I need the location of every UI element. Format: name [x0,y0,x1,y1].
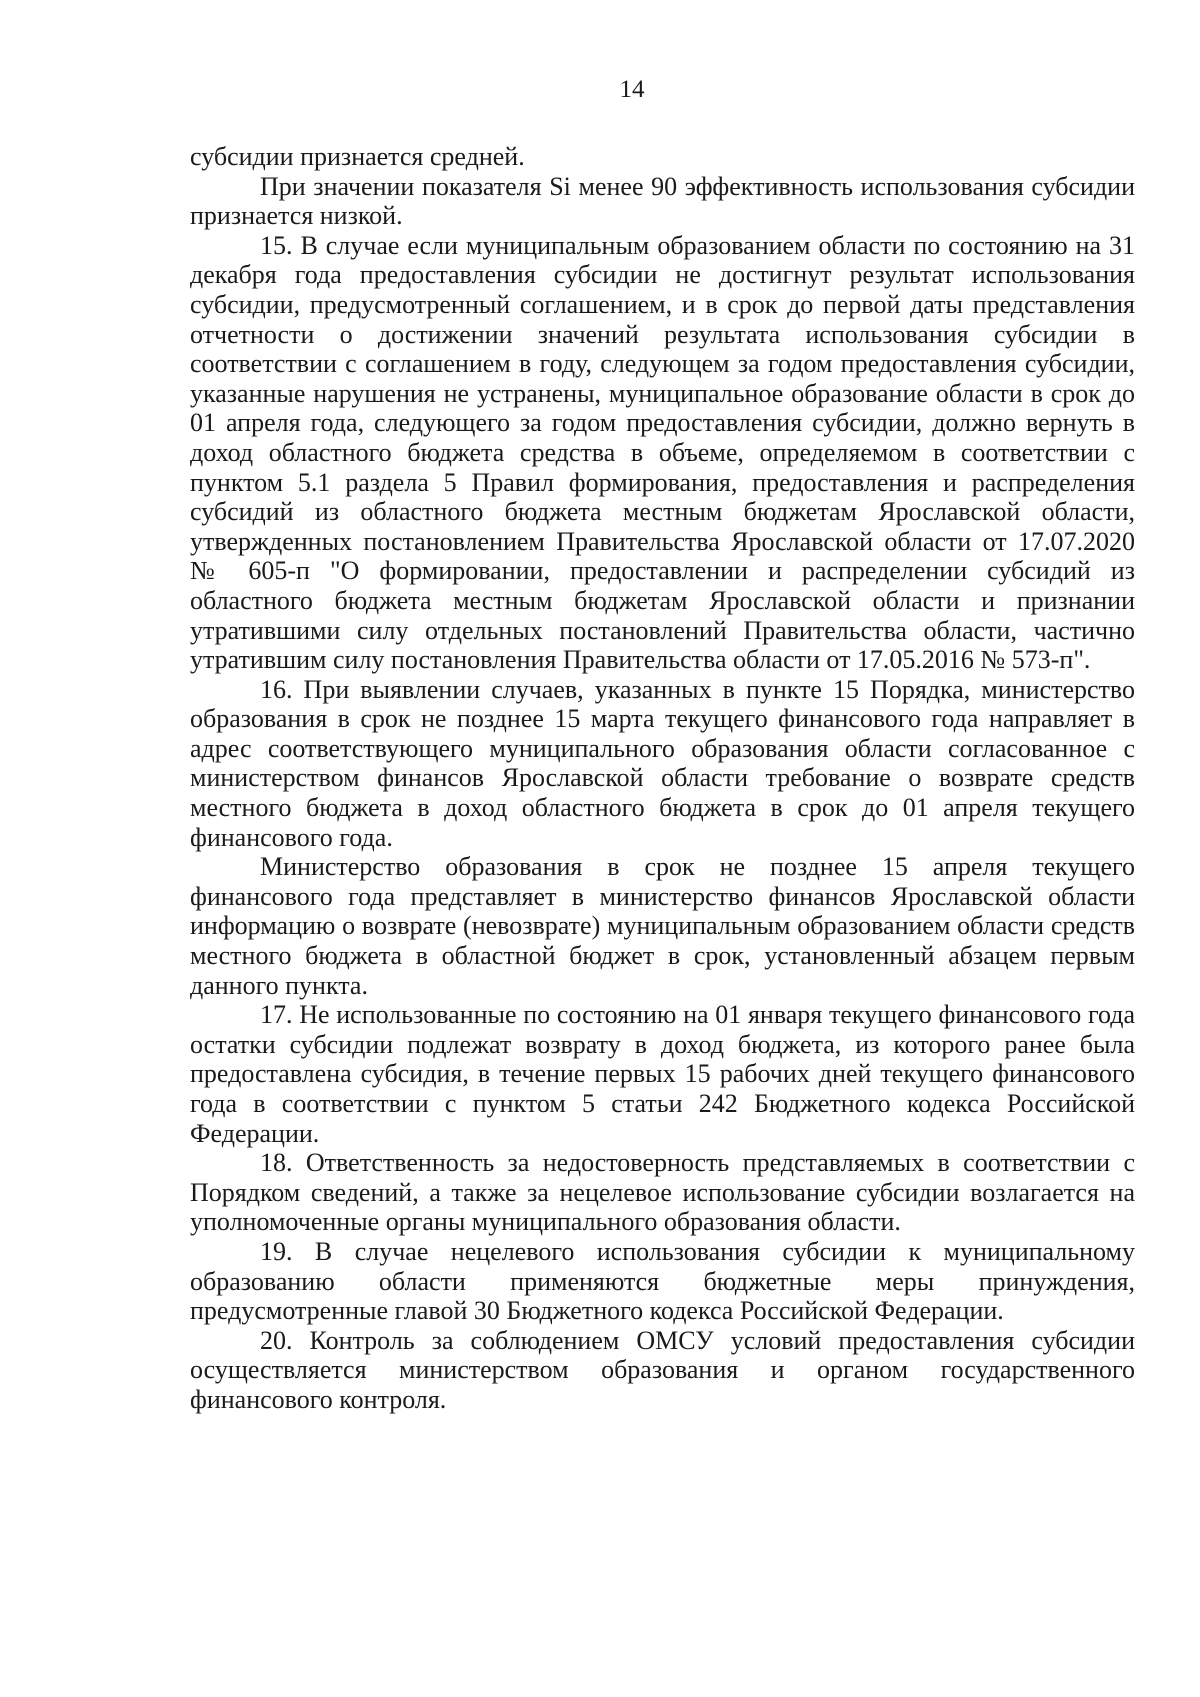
paragraph: При значении показателя Si менее 90 эффективность использования субсидии признается низкой. [190,171,1135,231]
paragraph-item-15: 15. В случае если муниципальным образованием области по состоянию на 31 декабря года предоставления субсидии не достигнут результат использования субсидии, предусмотренный соглашением, и в срок до первой даты представления отчетности о достижении значений результата использования субсидии в соответствии с соглашением в году, следующем за годом предоставления субсидии, указанные нарушения не устранены, муниципальное образование области в срок до 01 апреля года, следующего за годом предоставления субсидии, должно вернуть в доход областного бюджета средства в объеме, определяемом в соответствии с пунктом 5.1 раздела 5 Правил формирования, предоставления и распределения субсидий из областного бюджета местным бюджетам Ярославской области, утвержденных постановлением Правительства Ярославской области от 17.07.2020 № 605-п "О формировании, предоставлении и распределении субсидий из областного бюджета местным бюджетам Ярославской области и признании утратившими силу отдельных постановлений Правительства области, частично утратившим силу постановления Правительства области от 17.05.2016 № 573-п". [190,230,1135,675]
document-body [190,142,1135,1415]
paragraph-item-18: 18. Ответственность за недостоверность представляемых в соответствии с Порядком сведений, а также за нецелевое использование субсидии возлагается на уполномоченные органы муниципального образования области. [190,1148,1135,1237]
paragraph-item-17: 17. Не использованные по состоянию на 01 января текущего финансового года остатки субсидии подлежат возврату в доход бюджета, из которого ранее была предоставлена субсидия, в течение первых 15 рабочих дней текущего финансового года в соответствии с пунктом 5 статьи 242 Бюджетного кодекса Российской Федерации. [190,1000,1135,1148]
page-number: 14 [619,76,645,103]
paragraph-item-19: 19. В случае нецелевого использования субсидии к муниципальному образованию области применяются бюджетные меры принуждения, предусмотренные главой 30 Бюджетного кодекса Российской Федерации. [190,1236,1135,1326]
paragraph-item-20: 20. Контроль за соблюдением ОМСУ условий предоставления субсидии осуществляется министерством образования и органом государственного финансового контроля. [190,1325,1135,1414]
paragraph-item-16: 16. При выявлении случаев, указанных в пункте 15 Порядка, министерство образования в срок не позднее 15 марта текущего финансового года направляет в адрес соответствующего муниципального образования области согласованное с министерством финансов Ярославской области требование о возврате средств местного бюджета в доход областного бюджета в срок до 01 апреля текущего финансового года. [190,674,1135,852]
paragraph: субсидии признается средней. [190,142,525,171]
paragraph: Министерство образования в срок не позднее 15 апреля текущего финансового года представляет в министерство финансов Ярославской области информацию о возврате (невозврате) муниципальным образованием области средств местного бюджета в областной бюджет в срок, установленный абзацем первым данного пункта. [190,852,1135,1000]
